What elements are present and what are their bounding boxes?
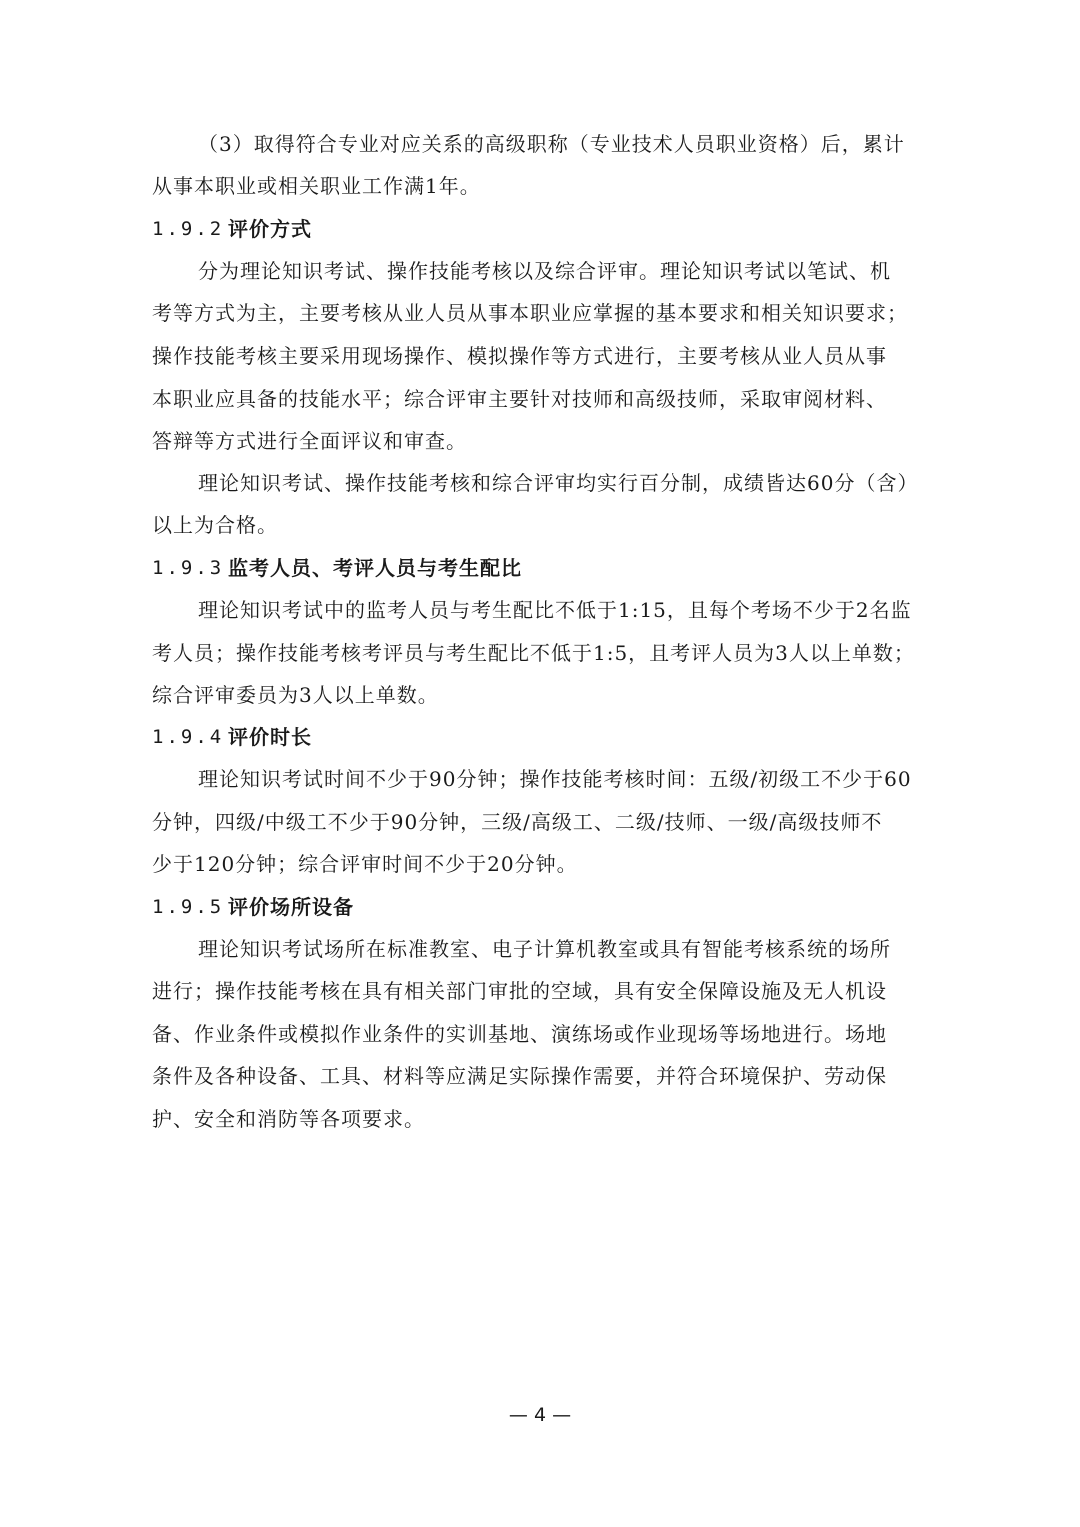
paragraph-line: 以上为合格。 bbox=[152, 513, 278, 537]
paragraph-line: 备、作业条件或模拟作业条件的实训基地、演练场或作业现场等场地进行。场地 bbox=[152, 1022, 887, 1046]
paragraph-line: 理论知识考试时间不少于90分钟；操作技能考核时间：五级/初级工不少于60 bbox=[198, 767, 912, 791]
paragraph-line: 考人员；操作技能考核考评员与考生配比不低于1:5，且考评人员为3人以上单数； bbox=[152, 641, 915, 665]
paragraph-line: 护、安全和消防等各项要求。 bbox=[152, 1107, 425, 1131]
paragraph-line: 分钟，四级/中级工不少于90分钟，三级/高级工、二级/技师、一级/高级技师不 bbox=[152, 810, 883, 834]
section-title: 评价方式 bbox=[228, 217, 312, 241]
page-number: — 4 — bbox=[508, 1404, 572, 1426]
paragraph-line: 操作技能考核主要采用现场操作、模拟操作等方式进行，主要考核从业人员从事 bbox=[152, 344, 887, 368]
paragraph-line: 分为理论知识考试、操作技能考核以及综合评审。理论知识考试以笔试、机 bbox=[198, 259, 891, 283]
paragraph-line: 考等方式为主，主要考核从业人员从事本职业应掌握的基本要求和相关知识要求； bbox=[152, 301, 908, 325]
paragraph-line: （3）取得符合专业对应关系的高级职称（专业技术人员职业资格）后，累计 bbox=[198, 132, 905, 156]
paragraph-line: 理论知识考试中的监考人员与考生配比不低于1:15，且每个考场不少于2名监 bbox=[198, 598, 912, 622]
section-number: 1.9.3 bbox=[152, 557, 225, 579]
paragraph-line: 少于120分钟；综合评审时间不少于20分钟。 bbox=[152, 852, 578, 876]
paragraph-line: 条件及各种设备、工具、材料等应满足实际操作需要，并符合环境保护、劳动保 bbox=[152, 1064, 887, 1088]
section-number: 1.9.5 bbox=[152, 896, 225, 918]
section-title: 评价场所设备 bbox=[228, 895, 354, 919]
paragraph-line: 答辩等方式进行全面评议和审查。 bbox=[152, 429, 467, 453]
paragraph-line: 理论知识考试场所在标准教室、电子计算机教室或具有智能考核系统的场所 bbox=[198, 937, 891, 961]
section-number: 1.9.4 bbox=[152, 726, 225, 748]
paragraph-line: 进行；操作技能考核在具有相关部门审批的空域，具有安全保障设施及无人机设 bbox=[152, 979, 887, 1003]
paragraph-line: 本职业应具备的技能水平；综合评审主要针对技师和高级技师，采取审阅材料、 bbox=[152, 387, 887, 411]
section-number: 1.9.2 bbox=[152, 218, 225, 240]
paragraph-line: 从事本职业或相关职业工作满1年。 bbox=[152, 174, 481, 198]
paragraph-line: 综合评审委员为3人以上单数。 bbox=[152, 683, 439, 707]
paragraph-line: 理论知识考试、操作技能考核和综合评审均实行百分制，成绩皆达60分（含） bbox=[198, 471, 919, 495]
section-title: 监考人员、考评人员与考生配比 bbox=[228, 556, 522, 580]
section-title: 评价时长 bbox=[228, 725, 312, 749]
